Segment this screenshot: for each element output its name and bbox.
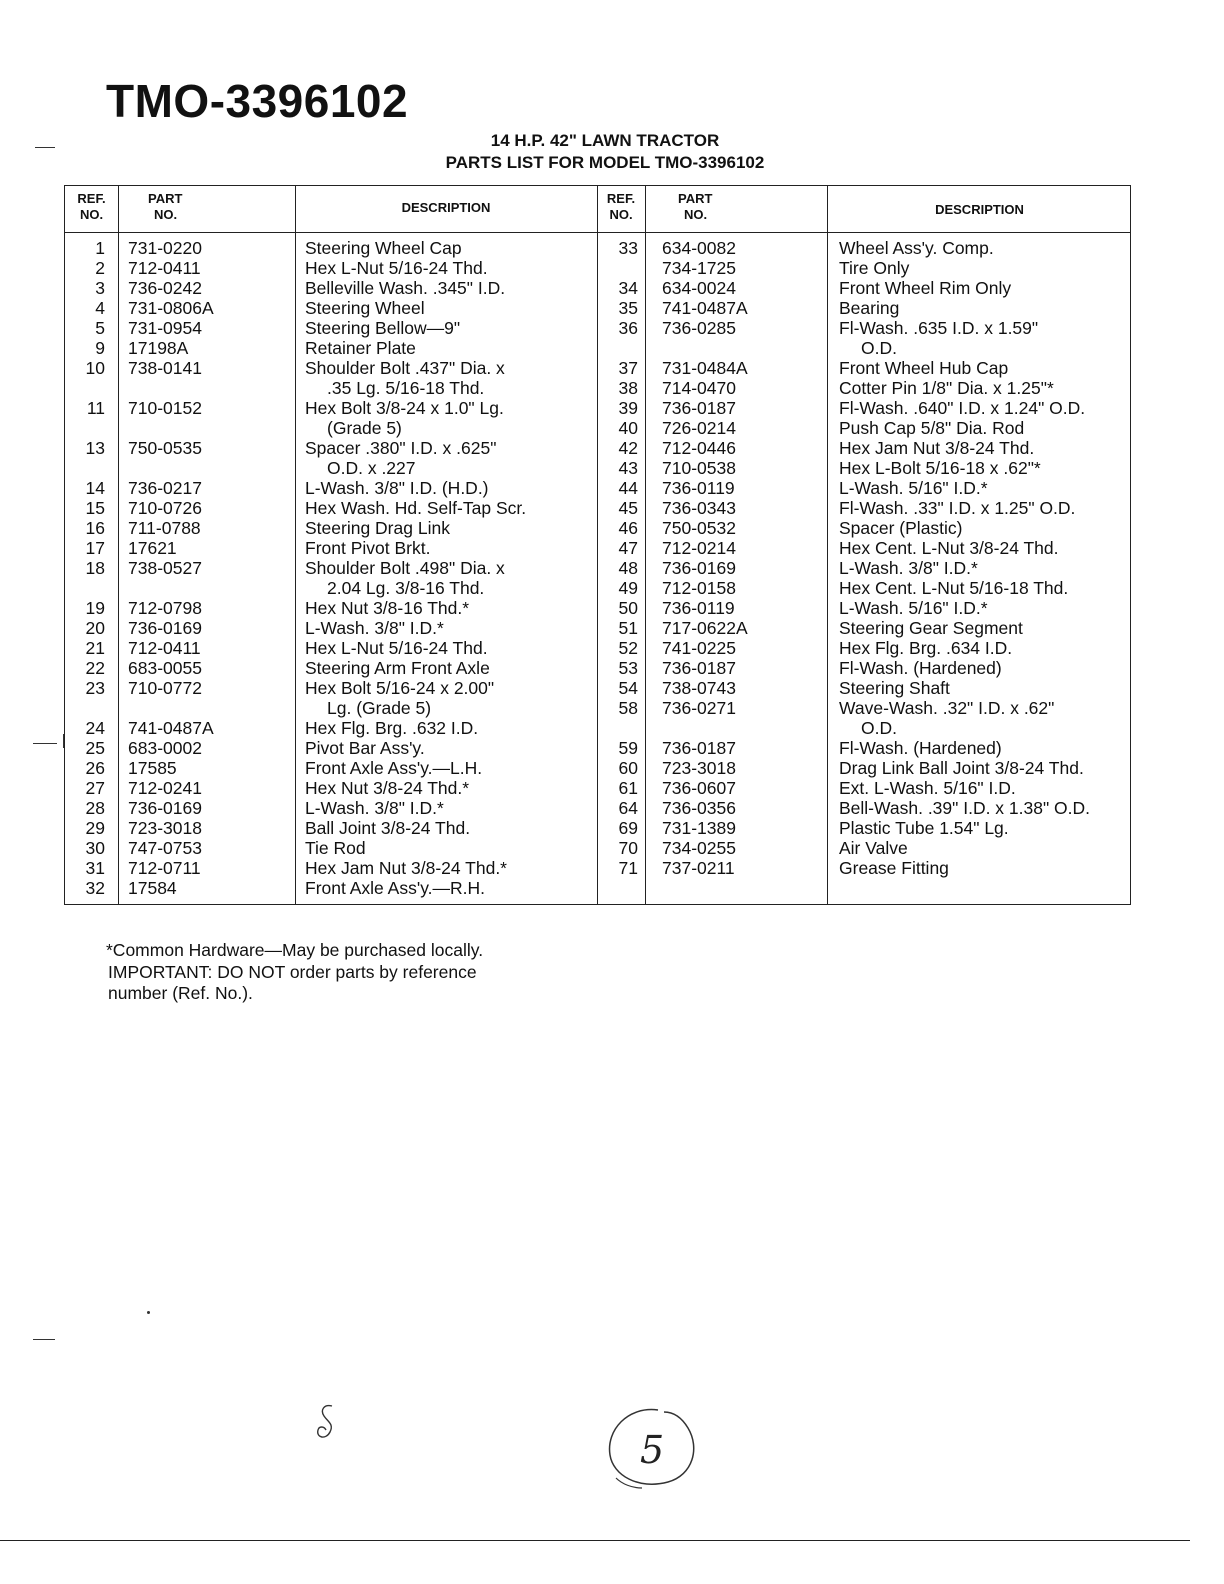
part-description: Pivot Bar Ass'y. — [305, 738, 425, 758]
part-number: 741-0225 — [662, 638, 736, 658]
ref-number: 16 — [85, 518, 105, 538]
part-number: 723-3018 — [662, 758, 736, 778]
table-row — [65, 398, 1130, 418]
table-row — [65, 718, 1130, 738]
margin-mark — [33, 743, 57, 744]
part-number: 738-0743 — [662, 678, 736, 698]
part-description: Fl-Wash. (Hardened) — [839, 658, 1002, 678]
table-row — [65, 838, 1130, 858]
header-ref-no-right — [597, 191, 645, 223]
margin-mark — [63, 734, 64, 748]
part-description: Hex Wash. Hd. Self-Tap Scr. — [305, 498, 527, 518]
ref-number: 50 — [618, 598, 638, 618]
part-description: L-Wash. 3/8" I.D. (H.D.) — [305, 478, 489, 498]
part-description: Hex L-Nut 5/16-24 Thd. — [305, 258, 488, 278]
part-number: 683-0002 — [128, 738, 202, 758]
part-number: 731-1389 — [662, 818, 736, 838]
table-row — [65, 298, 1130, 318]
margin-mark — [33, 1339, 55, 1340]
part-number: 734-0255 — [662, 838, 736, 858]
header-part-line1: PART — [148, 191, 183, 206]
part-number: 736-0607 — [662, 778, 736, 798]
ref-number: 4 — [95, 298, 105, 318]
part-description: L-Wash. 5/16" I.D.* — [839, 478, 988, 498]
part-number: 711-0788 — [128, 518, 201, 538]
ref-number: 44 — [618, 478, 638, 498]
table-row — [65, 598, 1130, 618]
table-row — [65, 858, 1130, 878]
part-description: Bell-Wash. .39" I.D. x 1.38" O.D. — [839, 798, 1091, 818]
ref-number: 64 — [618, 798, 638, 818]
part-description: Hex Bolt 3/8-24 x 1.0" Lg. — [305, 398, 504, 418]
part-description: Front Wheel Rim Only — [839, 278, 1012, 298]
part-description: Steering Arm Front Axle — [305, 658, 490, 678]
part-number: 17585 — [128, 758, 177, 778]
part-number: 736-0119 — [662, 478, 735, 498]
ref-number: 59 — [618, 738, 638, 758]
part-number: 731-0954 — [128, 318, 202, 338]
part-number: 736-0169 — [128, 618, 202, 638]
part-number: 710-0726 — [128, 498, 202, 518]
part-description: Steering Wheel Cap — [305, 238, 462, 258]
part-description: .35 Lg. 5/16-18 Thd. — [327, 378, 485, 398]
table-row — [65, 778, 1130, 798]
part-description: Grease Fitting — [839, 858, 949, 878]
ref-number: 47 — [618, 538, 638, 558]
table-row — [65, 538, 1130, 558]
footnote-important: IMPORTANT: DO NOT order parts by reference — [108, 961, 477, 982]
footnote-common-hardware: *Common Hardware—May be purchased locally. — [106, 940, 484, 960]
ref-number: 39 — [618, 398, 638, 418]
ref-number: 33 — [618, 238, 638, 258]
header-description: DESCRIPTION — [401, 200, 491, 215]
part-number: 736-0356 — [662, 798, 736, 818]
part-description: Shoulder Bolt .437" Dia. x — [305, 358, 505, 378]
ref-number: 27 — [85, 778, 105, 798]
scan-speck — [147, 1311, 150, 1314]
part-number: 736-0187 — [662, 398, 736, 418]
part-description: Bearing — [839, 298, 900, 318]
model-title: TMO-3396102 — [106, 75, 409, 127]
part-number: 736-0271 — [662, 698, 736, 718]
part-description: Hex Jam Nut 3/8-24 Thd.* — [305, 858, 507, 878]
ref-number: 36 — [618, 318, 638, 338]
part-number: 738-0527 — [128, 558, 202, 578]
part-description: Hex Cent. L-Nut 5/16-18 Thd. — [839, 578, 1069, 598]
part-description: Fl-Wash. .635 I.D. x 1.59" — [839, 318, 1039, 338]
table-row — [65, 758, 1130, 778]
ref-number: 20 — [85, 618, 105, 638]
table-row — [65, 798, 1130, 818]
part-number: 17621 — [128, 538, 177, 558]
ref-number: 18 — [85, 558, 105, 578]
part-number: 726-0214 — [662, 418, 736, 438]
part-description: Hex Nut 3/8-24 Thd.* — [305, 778, 470, 798]
part-description: Tire Only — [839, 258, 910, 278]
table-row — [65, 658, 1130, 678]
ref-number: 42 — [618, 438, 638, 458]
part-number: 712-0411 — [128, 258, 201, 278]
table-row — [65, 238, 1130, 258]
table-row — [65, 258, 1130, 278]
part-description: Lg. (Grade 5) — [327, 698, 432, 718]
ref-number: 15 — [85, 498, 105, 518]
table-row — [65, 478, 1130, 498]
part-number: 710-0538 — [662, 458, 736, 478]
ref-number: 29 — [85, 818, 105, 838]
ref-number: 48 — [618, 558, 638, 578]
part-description: Wave-Wash. .32" I.D. x .62" — [839, 698, 1055, 718]
part-number: 634-0082 — [662, 238, 736, 258]
part-description: Retainer Plate — [305, 338, 416, 358]
part-description: Spacer .380" I.D. x .625" — [305, 438, 497, 458]
table-row — [65, 578, 1130, 598]
ref-number: 70 — [618, 838, 638, 858]
part-number: 710-0772 — [128, 678, 202, 698]
ref-number: 35 — [618, 298, 638, 318]
part-description: Fl-Wash. (Hardened) — [839, 738, 1002, 758]
ref-number: 38 — [618, 378, 638, 398]
part-description: Hex L-Nut 5/16-24 Thd. — [305, 638, 488, 658]
part-number: 712-0411 — [128, 638, 201, 658]
part-description: Spacer (Plastic) — [839, 518, 963, 538]
handwritten-scribble-icon — [310, 1400, 350, 1450]
table-row — [65, 378, 1130, 398]
part-number: 741-0487A — [128, 718, 214, 738]
table-row — [65, 738, 1130, 758]
ref-number: 9 — [95, 338, 105, 358]
part-description: Front Wheel Hub Cap — [839, 358, 1009, 378]
footnote-ref-number: number (Ref. No.). — [108, 983, 253, 1003]
part-description: L-Wash. 3/8" I.D.* — [839, 558, 978, 578]
part-number: 712-0798 — [128, 598, 202, 618]
part-number: 712-0214 — [662, 538, 736, 558]
part-description: O.D. x .227 — [327, 458, 416, 478]
part-description: Shoulder Bolt .498" Dia. x — [305, 558, 505, 578]
part-number: 731-0220 — [128, 238, 202, 258]
part-number: 750-0535 — [128, 438, 202, 458]
part-number: 736-0242 — [128, 278, 202, 298]
footnote — [106, 940, 483, 1005]
part-number: 717-0622A — [662, 618, 748, 638]
ref-number: 5 — [95, 318, 105, 338]
ref-number: 43 — [618, 458, 638, 478]
part-number: 738-0141 — [128, 358, 202, 378]
table-row — [65, 818, 1130, 838]
ref-number: 34 — [618, 278, 638, 298]
ref-number: 37 — [618, 358, 638, 378]
table-row — [65, 438, 1130, 458]
part-description: Front Axle Ass'y.—R.H. — [305, 878, 486, 898]
part-description: L-Wash. 3/8" I.D.* — [305, 798, 444, 818]
part-number: 747-0753 — [128, 838, 202, 858]
part-number: 710-0152 — [128, 398, 202, 418]
part-description: Ext. L-Wash. 5/16" I.D. — [839, 778, 1016, 798]
ref-number: 45 — [618, 498, 638, 518]
header-part-line2: NO. — [154, 207, 178, 222]
part-description: Ball Joint 3/8-24 Thd. — [305, 818, 471, 838]
table-row — [65, 458, 1130, 478]
part-description: Steering Gear Segment — [839, 618, 1023, 638]
part-description: Cotter Pin 1/8" Dia. x 1.25"* — [839, 378, 1054, 398]
table-row — [65, 338, 1130, 358]
part-description: Fl-Wash. .33" I.D. x 1.25" O.D. — [839, 498, 1076, 518]
ref-number: 31 — [85, 858, 105, 878]
table-row — [65, 418, 1130, 438]
table-row — [65, 678, 1130, 698]
ref-number: 28 — [85, 798, 105, 818]
ref-number: 14 — [85, 478, 105, 498]
table-row — [65, 638, 1130, 658]
ref-number: 19 — [85, 598, 105, 618]
ref-number: 25 — [85, 738, 105, 758]
parts-table — [64, 185, 1131, 905]
part-description: (Grade 5) — [327, 418, 402, 438]
header-ref-no — [65, 191, 118, 223]
part-number: 736-0169 — [128, 798, 202, 818]
ref-number: 51 — [618, 618, 638, 638]
header-ref-line1: REF. — [606, 191, 636, 206]
part-description: Wheel Ass'y. Comp. — [839, 238, 994, 258]
header-part-line1: PART — [678, 191, 713, 206]
part-description: L-Wash. 3/8" I.D.* — [305, 618, 444, 638]
table-row — [65, 558, 1130, 578]
part-description: Steering Shaft — [839, 678, 950, 698]
part-description: Plastic Tube 1.54" Lg. — [839, 818, 1009, 838]
part-number: 17198A — [128, 338, 189, 358]
subtitle-parts-list: PARTS LIST FOR MODEL TMO-3396102 — [445, 153, 765, 172]
header-ref-line2: NO. — [609, 207, 633, 222]
table-row — [65, 358, 1130, 378]
ref-number: 22 — [85, 658, 105, 678]
part-description: Hex Jam Nut 3/8-24 Thd. — [839, 438, 1035, 458]
part-number: 731-0484A — [662, 358, 748, 378]
table-row — [65, 518, 1130, 538]
part-description: Tie Rod — [305, 838, 366, 858]
part-number: 736-0187 — [662, 738, 736, 758]
part-number: 736-0169 — [662, 558, 736, 578]
part-description: Drag Link Ball Joint 3/8-24 Thd. — [839, 758, 1084, 778]
part-number: 712-0158 — [662, 578, 736, 598]
ref-number: 21 — [85, 638, 105, 658]
part-number: 714-0470 — [662, 378, 736, 398]
part-description: Push Cap 5/8" Dia. Rod — [839, 418, 1025, 438]
table-row — [65, 278, 1130, 298]
header-ref-line1: REF. — [77, 191, 106, 206]
part-description: Hex Bolt 5/16-24 x 2.00" — [305, 678, 495, 698]
part-description: Steering Bellow—9" — [305, 318, 461, 338]
ref-number: 26 — [85, 758, 105, 778]
ref-number: 1 — [95, 238, 105, 258]
header-part-line2: NO. — [684, 207, 708, 222]
part-number: 731-0806A — [128, 298, 214, 318]
table-row — [65, 318, 1130, 338]
part-description: O.D. — [861, 718, 897, 738]
ref-number: 30 — [85, 838, 105, 858]
table-row — [65, 498, 1130, 518]
table-row — [65, 618, 1130, 638]
part-number: 741-0487A — [662, 298, 748, 318]
header-ref-line2: NO. — [79, 207, 104, 222]
part-number: 634-0024 — [662, 278, 736, 298]
part-number: 736-0119 — [662, 598, 735, 618]
ref-number: 3 — [95, 278, 105, 298]
ref-number: 71 — [618, 858, 638, 878]
part-description: Hex Flg. Brg. .634 I.D. — [839, 638, 1013, 658]
ref-number: 10 — [85, 358, 105, 378]
part-description: Belleville Wash. .345" I.D. — [305, 278, 506, 298]
part-number: 736-0187 — [662, 658, 736, 678]
part-description: Hex Cent. L-Nut 3/8-24 Thd. — [839, 538, 1059, 558]
part-description: Front Pivot Brkt. — [305, 538, 431, 558]
subtitle-product: 14 H.P. 42" LAWN TRACTOR — [490, 131, 720, 150]
ref-number: 60 — [618, 758, 638, 778]
part-description: Steering Drag Link — [305, 518, 450, 538]
part-description: L-Wash. 5/16" I.D.* — [839, 598, 988, 618]
part-description: 2.04 Lg. 3/8-16 Thd. — [327, 578, 485, 598]
ref-number: 69 — [618, 818, 638, 838]
part-description: Air Valve — [839, 838, 908, 858]
part-number: 736-0217 — [128, 478, 202, 498]
handwritten-page-number: 5 — [640, 1428, 665, 1472]
part-number: 737-0211 — [662, 858, 735, 878]
ref-number: 32 — [85, 878, 105, 898]
ref-number: 54 — [618, 678, 638, 698]
part-number: 736-0285 — [662, 318, 736, 338]
ref-number: 2 — [95, 258, 105, 278]
part-description: Hex Nut 3/8-16 Thd.* — [305, 598, 470, 618]
ref-number: 23 — [85, 678, 105, 698]
table-row — [65, 698, 1130, 718]
margin-mark — [35, 147, 55, 148]
bottom-rule — [0, 1540, 1190, 1541]
part-description: Hex Flg. Brg. .632 I.D. — [305, 718, 479, 738]
part-number: 712-0241 — [128, 778, 202, 798]
ref-number: 61 — [618, 778, 638, 798]
ref-number: 52 — [618, 638, 638, 658]
part-number: 736-0343 — [662, 498, 736, 518]
part-number: 723-3018 — [128, 818, 202, 838]
ref-number: 24 — [85, 718, 105, 738]
ref-number: 11 — [86, 398, 105, 418]
part-description: Fl-Wash. .640" I.D. x 1.24" O.D. — [839, 398, 1086, 418]
header-part-no — [130, 191, 210, 223]
part-description: O.D. — [861, 338, 897, 358]
part-number: 712-0446 — [662, 438, 736, 458]
part-number: 683-0055 — [128, 658, 202, 678]
ref-number: 46 — [618, 518, 638, 538]
part-description: Front Axle Ass'y.—L.H. — [305, 758, 483, 778]
ref-number: 49 — [618, 578, 638, 598]
part-number: 734-1725 — [662, 258, 736, 278]
part-number: 17584 — [128, 878, 177, 898]
part-description: Steering Wheel — [305, 298, 425, 318]
ref-number: 58 — [618, 698, 638, 718]
ref-number: 17 — [85, 538, 105, 558]
part-number: 712-0711 — [128, 858, 201, 878]
part-number: 750-0532 — [662, 518, 736, 538]
header-part-no-right — [660, 191, 740, 223]
ref-number: 13 — [85, 438, 105, 458]
part-description: Hex L-Bolt 5/16-18 x .62"* — [839, 458, 1041, 478]
ref-number: 40 — [618, 418, 638, 438]
header-description-right: DESCRIPTION — [935, 202, 1024, 217]
table-row — [65, 878, 1130, 898]
ref-number: 53 — [618, 658, 638, 678]
